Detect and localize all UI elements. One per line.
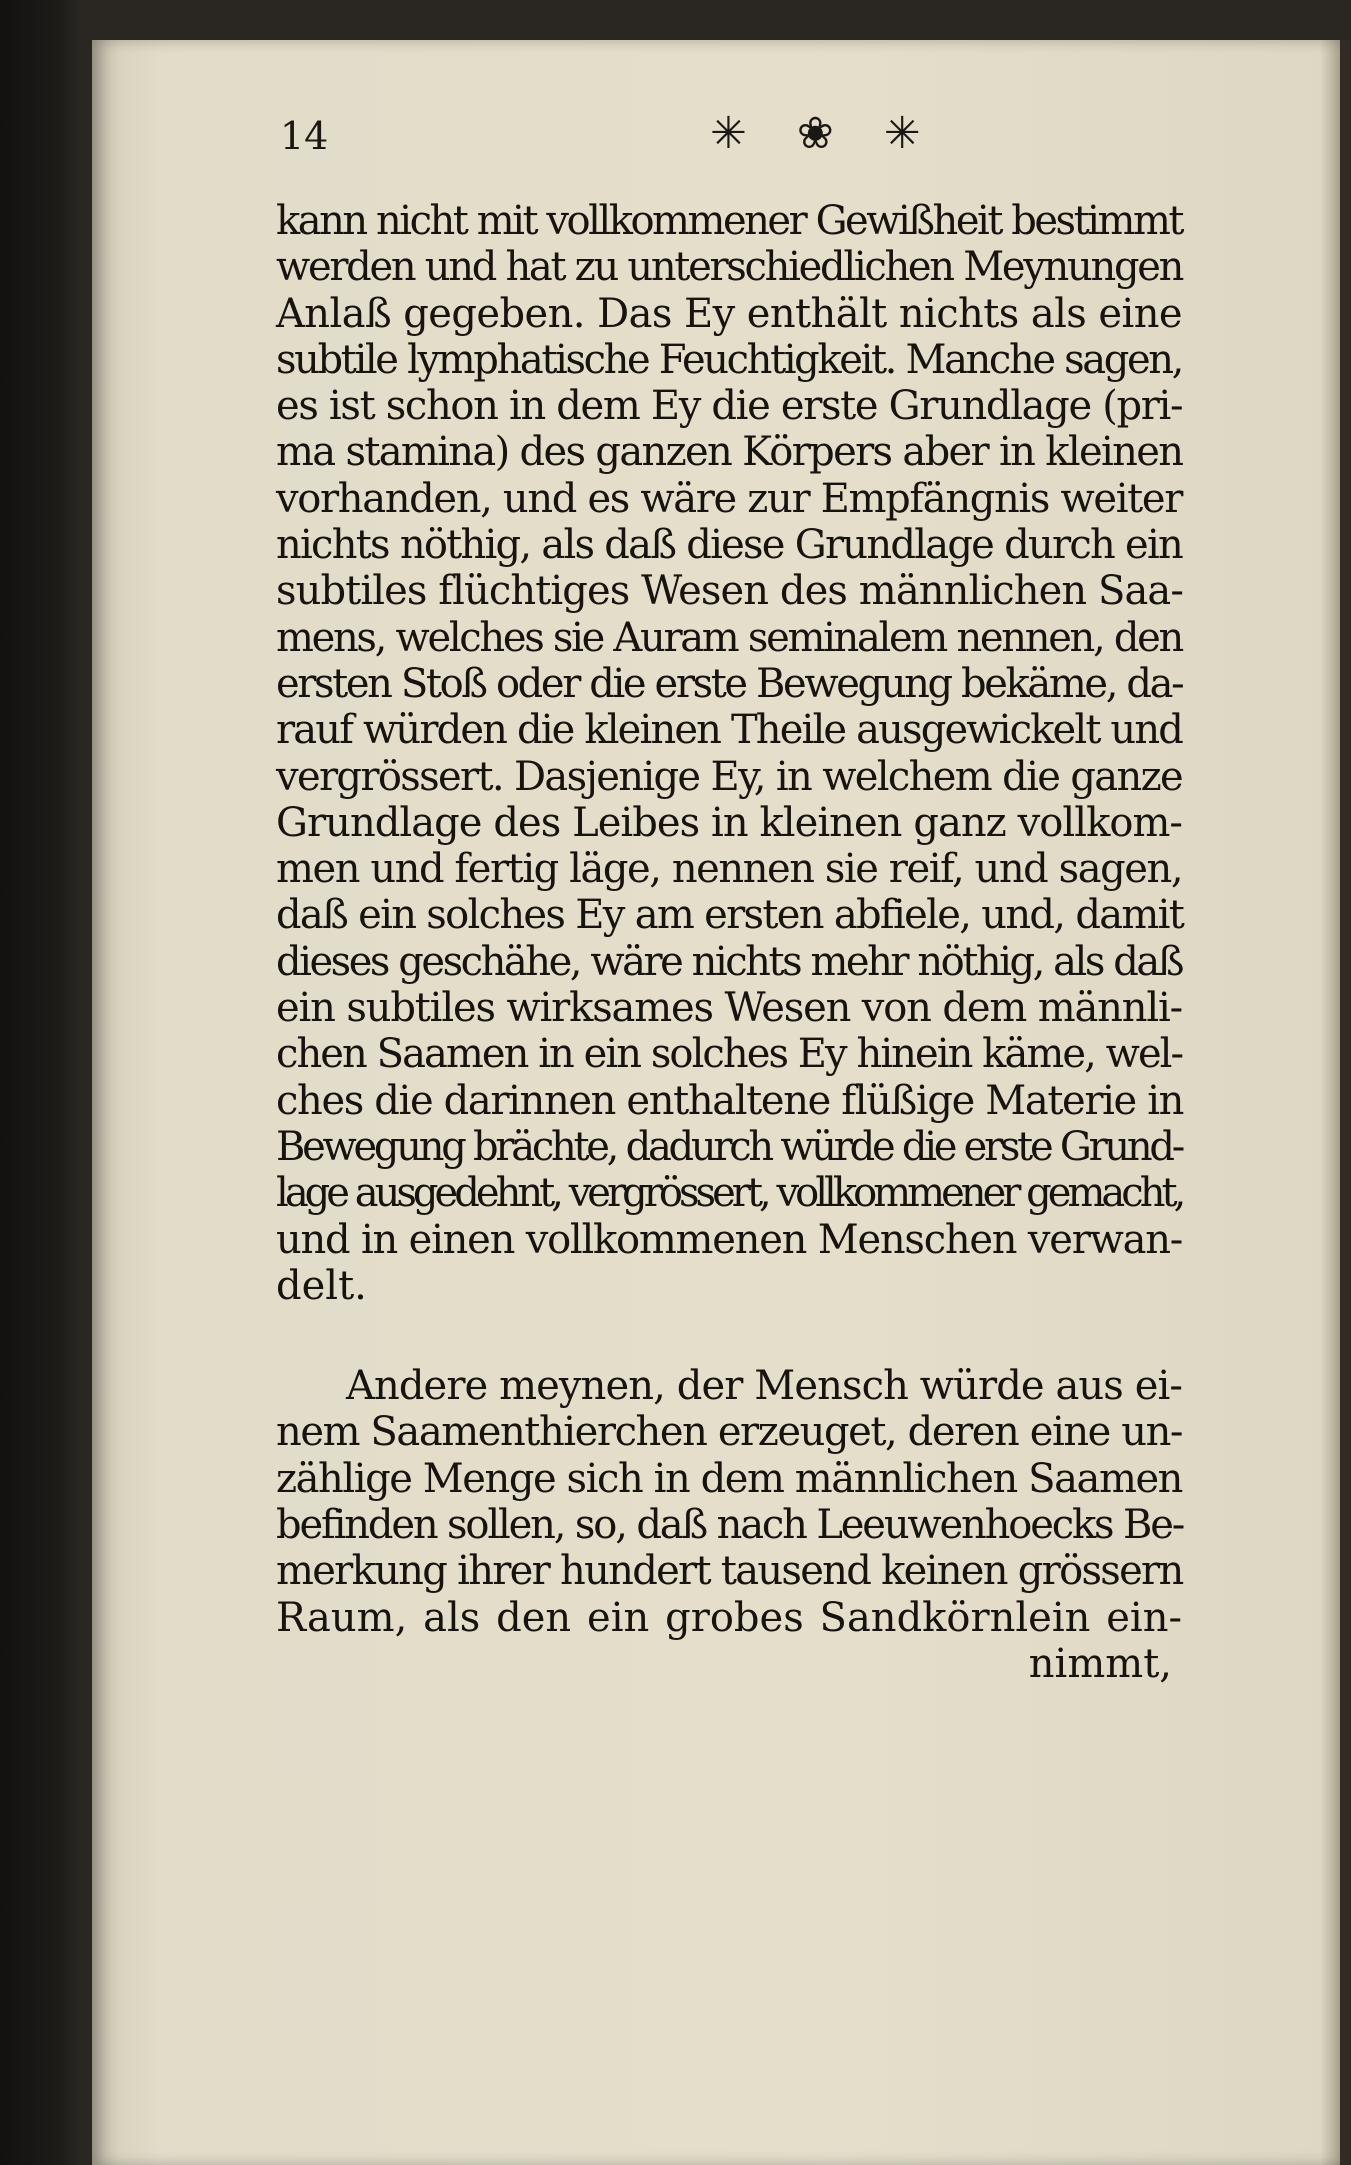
page-header [190,108,1170,168]
text-line: kann nicht mit vollkommener Gewißheit bestimmt [276,198,1182,244]
text-line: daß ein solches Ey am ersten abfiele, und, damit [276,892,1184,939]
text-line: chen Saamen in ein solches Ey hinein käme, wel- [276,1031,1183,1078]
text-line: Raum, als den ein grobes Sandkörnlein ein- [276,1594,1182,1641]
page-edge-shadow [1320,40,1350,2165]
text-line: Anlaß gegeben. Das Ey enthält nichts als eine [276,290,1182,337]
page-number: 14 [280,114,329,158]
paragraph-spacer [276,1309,1182,1363]
text-line: Andere meynen, der Mensch würde aus ei- [346,1363,1183,1410]
text-line: subtile lymphatische Feuchtigkeit. Manche sagen, [276,336,1182,383]
text-line: delt. [276,1262,367,1309]
paragraph-1 [276,198,1182,1309]
text-line: subtiles flüchtiges Wesen des männlichen Saa- [276,568,1183,615]
text-line: vorhanden, und es wäre zur Empfängnis weiter [276,475,1182,522]
text-line: rauf würden die kleinen Theile ausgewickelt und [276,707,1182,754]
text-line: lage ausgedehnt, vergrössert, vollkommener gemacht, [276,1170,1183,1217]
text-line: ma stamina) des ganzen Körpers aber in kleinen [276,429,1183,476]
text-line: Bewegung brächte, dadurch würde die erste Grund- [276,1123,1182,1170]
text-line: es ist schon in dem Ey die erste Grundlage (pri- [276,383,1183,430]
body-text [276,198,1182,1687]
text-line: und in einen vollkommenen Menschen verwan- [276,1216,1182,1263]
paragraph-2 [276,1363,1182,1641]
text-line: werden und hat zu unterschiedlichen Meynungen [276,244,1183,291]
text-line: zählige Menge sich in dem männlichen Saamen [276,1455,1182,1502]
text-line: ersten Stoß oder die erste Bewegung bekäme, da- [276,660,1183,707]
text-line: ches die darinnen enthaltene flüßige Materie in [276,1077,1184,1124]
text-line: mens, welches sie Auram seminalem nennen, den [276,614,1182,661]
text-line: men und fertig läge, nennen sie reif, und sagen, [276,846,1183,893]
header-ornament: ✳ ❀ ✳ [710,108,939,159]
text-line: ein subtiles wirksames Wesen von dem männli- [276,985,1182,1032]
text-line: dieses geschähe, wäre nichts mehr nöthig, als daß [276,938,1182,985]
catchword: nimmt, [1028,1640,1172,1687]
text-line: befinden sollen, so, daß nach Leeuwenhoecks Be- [276,1502,1184,1549]
text-line: merkung ihrer hundert tausend keinen grössern [276,1548,1183,1595]
text-line: nem Saamenthierchen erzeuget, deren eine un- [276,1409,1182,1456]
text-line: vergrössert. Dasjenige Ey, in welchem die ganze [276,753,1182,800]
text-line: nichts nöthig, als daß diese Grundlage durch ein [276,522,1182,569]
text-line: Grundlage des Leibes in kleinen ganz vollkom- [276,799,1182,846]
